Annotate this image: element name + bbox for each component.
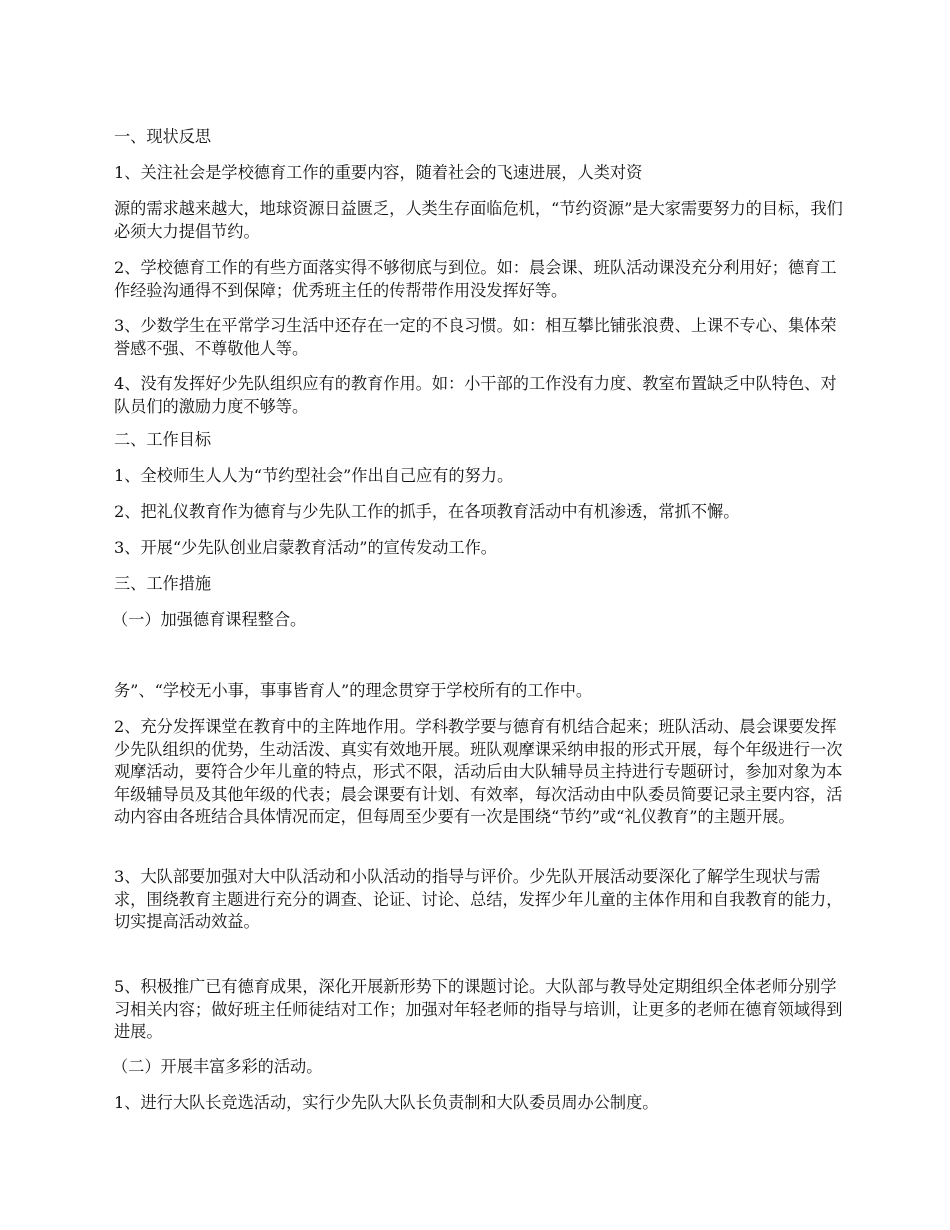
paragraph-fragment-continuation: 务”、“学校无小事，事事皆育人”的理念贯穿于学校所有的工作中。 [114,681,593,700]
paragraph-1-continued: 源的需求越来越大，地球资源日益匮乏，人类生存面临危机，“节约资源”是大家需要努力的目标，我们必须大力提倡节约。 [114,199,843,241]
paragraph-1-line-1: 1、关注社会是学校德育工作的重要内容，随着社会的飞速进展，人类对资 [114,163,643,182]
goal-3: 3、开展“少先队创业启蒙教育活动”的宣传发动工作。 [114,538,497,557]
measure-5: 5、积极推广已有德育成果，深化开展新形势下的课题讨论。大队部与教导处定期组织全体老师分别学习相关内容；做好班主任师徒结对工作；加强对年轻老师的指导与培训，让更多的老师在德育领域得到进展。 [114,977,843,1041]
activity-1: 1、进行大队长竞选活动，实行少先队大队长负责制和大队委员周办公制度。 [114,1093,659,1112]
paragraph-4: 4、没有发挥好少先队组织应有的教育作用。如：小干部的工作没有力度、教室布置缺乏中队特色、对队员们的激励力度不够等。 [114,374,837,416]
measure-3: 3、大队部要加强对大中队活动和小队活动的指导与评价。少先队开展活动要深化了解学生现状与需求，围绕教育主题进行充分的调查、论证、讨论、总结，发挥少年儿童的主体作用和自我教育的能力，切实提高活动效益。 [114,867,843,931]
paragraph-3: 3、少数学生在平常学习生活中还存在一定的不良习惯。如：相互攀比铺张浪费、上课不专心、集体荣誉感不强、不尊敬他人等。 [114,316,837,358]
measure-2: 2、充分发挥课堂在教育中的主阵地作用。学科教学要与德育有机结合起来；班队活动、晨会课要发挥少先队组织的优势，生动活泼、真实有效地开展。班队观摩课采纳申报的形式开展，每个年级进行一次观摩活动，要符合少年儿童的特点，形式不限，活动后由大队辅导员主持进行专题研讨，参加对象为本年级辅导员及其他年级的代表；晨会课要有计划、有效率，每次活动由中队委员简要记录主要内容，活动内容由各班结合具体情况而定，但每周至少要有一次是围绕“节约”或“礼仪教育”的主题开展。 [114,717,843,826]
subheading-activities: （二）开展丰富多彩的活动。 [112,1057,323,1076]
subheading-curriculum-integration: （一）加强德育课程整合。 [112,610,307,629]
heading-work-goals: 二、工作目标 [114,430,212,449]
goal-2: 2、把礼仪教育作为德育与少先队工作的抓手，在各项教育活动中有机渗透，常抓不懈。 [114,502,740,521]
paragraph-2: 2、学校德育工作的有些方面落实得不够彻底与到位。如：晨会课、班队活动课没充分利用好；德育工作经验沟通得不到保障；优秀班主任的传帮带作用没发挥好等。 [114,258,837,300]
heading-status-reflection: 一、现状反思 [114,127,212,146]
heading-work-measures: 三、工作措施 [114,574,212,593]
goal-1: 1、全校师生人人为“节约型社会”作出自己应有的努力。 [114,466,514,485]
